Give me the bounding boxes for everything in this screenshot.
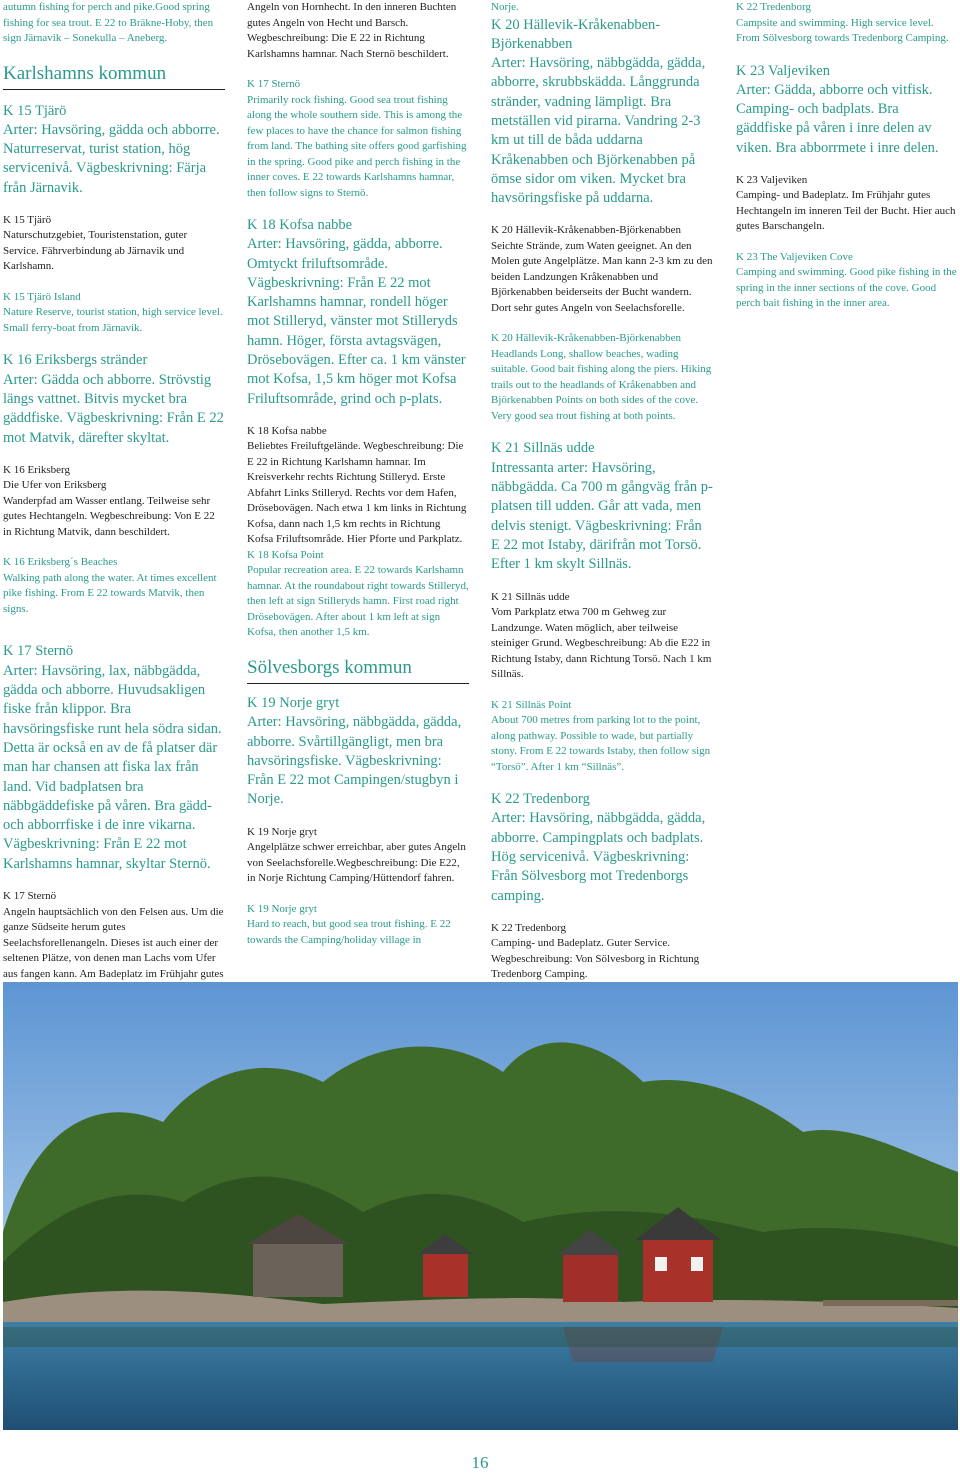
column-2 — [247, 0, 469, 948]
site-title-german: K 23 Valjeviken — [736, 173, 808, 186]
site-description-swedish: Arter: Havsöring, gädda och abborre. Naturreservat, turist station, hög servicenivå. Vägbeskrivning: Färja från Järnavik. — [3, 121, 220, 196]
municipality-heading: Karlshamns kommun — [3, 62, 225, 90]
site-title-swedish: K 17 Sternö — [3, 643, 74, 660]
site-description-swedish: Arter: Havsöring, näbbgädda, gädda, abborre, skrubbskädda. Långgrunda stränder, vadning lämpligt. Bra metställen vid pirarna. Vandring 2-3 km ut till de båda uddarna Kråkenabben och Björkenabben på ömse sidor om viken. Mycket bra havsöringsfiske på uddarna. — [491, 55, 706, 207]
continued-english-text: Norje. — [491, 1, 519, 13]
reflection-trees — [3, 1327, 958, 1347]
site-title-english: K 20 Hällevik-Kråkenabben-Björkenabben — [491, 332, 681, 345]
site-description-swedish: Arter: Gädda, abborre och vitfisk. Camping- och badplats. Bra gäddfiske på våren i inre delen av viken. Bra abborrmete i inre delen. — [736, 81, 939, 156]
site-title-german: K 15 Tjärö — [3, 213, 52, 226]
site-description-swedish: Arter: Havsöring, näbbgädda, gädda, abborre. Campingplats och badplats. Hög servicenivå. Vägbeskrivning: Från Sölvesborg mot Tredenborgs camping. — [491, 810, 706, 904]
site-title-english: K 17 Sternö — [247, 78, 301, 90]
landscape-illustration — [3, 982, 958, 1430]
continued-english-text: autumn fishing for perch and pike.Good spring fishing for sea trout. E 22 to Bräkne-Hoby, then sign Järnavik – Sonekulla – Aneberg. — [3, 1, 214, 44]
continued-german-text: Angeln von Hornhecht. In den inneren Buchten gutes Angeln von Hecht und Barsch. Wegbeschreibung: Die E 22 in Richtung Karlshamns hamnar. Nach Sternö beschildert. — [247, 1, 457, 60]
coastal-landscape-photo — [3, 982, 958, 1430]
site-description-english: Primarily rock fishing. Good sea trout fishing along the whole southern side. This is among the few places to have the chance for salmon fishing from land. The bathing site offers good garfishing in the spring. Good pike and perch fishing in the inner coves. E 22 towards Karlshamns hamnar, then follow signs to Sternö. — [247, 93, 467, 199]
site-title-swedish: K 18 Kofsa nabbe — [247, 217, 353, 233]
site-title-german: K 16 Eriksberg — [3, 463, 71, 476]
site-description-german: Wanderpfad am Wasser entlang. Teilweise sehr gutes Hechtangeln. Wegbeschreibung: Von E 22 in Richtung Matvik, dann beschildert. — [3, 494, 215, 538]
site-description-swedish: Arter: Gädda och abborre. Strövstig längs vattnet. Bitvis mycket bra gäddfiske. Vägbeskrivning: Från E 22 mot Matvik, därefter skyltat. — [3, 371, 224, 446]
site-title-german: K 21 Sillnäs udde — [491, 590, 570, 603]
site-description-swedish: Arter: Havsöring, lax, näbbgädda, gädda och abborre. Huvudsakligen fiske från klippor. Bra havsöringsfiske runt hela södra sidan. Detta är också en av de få platser där man har chansen att fiska lax från land. Vid badplatsen bra näbbgäddefiske på våren. Bra gädd- och abborrfiske i de inre vikarna. Vägbeskrivning: Från E 22 mot Karlshamns hamnar, skyltar Sternö. — [3, 662, 222, 872]
site-description-german: Naturschutzgebiet, Touristenstation, guter Service. Fährverbindung ab Järnavik und Karlshamn. — [3, 229, 188, 273]
site-description-english: Hard to reach, but good sea trout fishing. E 22 towards the Camping/holiday village in — [247, 918, 451, 946]
site-title-swedish: K 16 Eriksbergs stränder — [3, 352, 148, 369]
site-description-german: Vom Parkplatz etwa 700 m Gehweg zur Landzunge. Waten möglich, aber teilweise steiniger Grund. Wegbeschreibung: Ab die E22 in Richtung Istaby, dann Richtung Torsö. Nach 1 km Sillnäs. — [491, 606, 712, 681]
site-description-german: Seichte Strände, zum Waten geeignet. An den Molen gute Angelplätze. Man kann 2-3 km zu den beiden Landzungen Kråkenabben und Björkenabben beiderseits der Bucht wandern. Dort sehr gutes Angeln von Seelachsforelle. — [491, 239, 713, 314]
site-description-swedish: Arter: Havsöring, gädda, abborre. Omtyckt friluftsområde. Vägbeskrivning: Från E 22 mot Karlshamns hamnar, rondell höger mot Stilleryd, vänster mot Stilleryds hamn. Höger, första avtagsvägen, Drösebovägen. Efter ca. 1 km vänster mot Kofsa, 1,5 km höger mot Kofsa Friluftsområde, grind och p-plats. — [247, 236, 466, 407]
site-title-german: K 17 Sternö — [3, 890, 57, 903]
site-title-swedish: K 21 Sillnäs udde — [491, 440, 595, 457]
jetty — [823, 1300, 958, 1306]
site-title-german: K 18 Kofsa nabbe — [247, 424, 327, 437]
site-title-swedish: K 23 Valjeviken — [736, 62, 830, 79]
site-title-swedish: K 19 Norje gryt — [247, 694, 340, 711]
site-description-german: Angelplätze schwer erreichbar, aber gutes Angeln von Seelachsforelle.Wegbeschreibung: Die E22, in Norje Richtung Camping/Hüttendorf fahren. — [247, 841, 466, 885]
site-title-german: K 22 Tredenborg — [491, 921, 566, 934]
site-title-swedish: K 15 Tjärö — [3, 102, 67, 119]
site-description-english: Campsite and swimming. High service level. From Sölvesborg towards Tredenborg Camping. — [736, 16, 949, 44]
site-description-swedish: Arter: Havsöring, näbbgädda, gädda, abborre. Svårtillgängligt, men bra havsöringsfiske. Vägbeskrivning: Från E 22 mot Campingen/stugbyn i Norje. — [247, 714, 462, 808]
page-number: 16 — [471, 1453, 489, 1472]
site-description-german: Camping- und Badeplatz. Guter Service. Wegbeschreibung: Von Sölvesborg in Richtung Tredenborg Camping. — [491, 937, 700, 981]
site-title-swedish: K 20 Hällevik-Kråkenabben-Björkenabben — [491, 16, 661, 52]
site-title-english: K 16 Eriksberg´s Beaches — [3, 556, 118, 569]
site-subtitle-german: Die Ufer von Eriksberg — [3, 479, 107, 492]
site-title-german: K 20 Hällevik-Kråkenabben-Björkenabben — [491, 224, 681, 237]
municipality-heading: Sölvesborgs kommun — [247, 656, 469, 684]
column-3 — [491, 0, 713, 983]
site-title-swedish: K 22 Tredenborg — [491, 791, 590, 808]
column-1 — [3, 0, 225, 982]
site-description-english: About 700 metres from parking lot to the point, along pathway. Possible to wade, but partially stony. From E 22 towards Istaby, then follow sign “Torsö”. After 1 km “Sillnäs”. — [491, 714, 711, 773]
site-description-swedish: Intressanta arter: Havsöring, näbbgädda. Ca 700 m gångväg från p-platsen till udden. Går att vada, men delvis stenigt. Vägbeskrivning: Från E 22 mot Istaby, därifrån mot Torsö. Efter 1 km skylt Sillnäs. — [491, 459, 713, 573]
site-description-german: Camping- und Badeplatz. Im Frühjahr gutes Hechtangeln im inneren Teil der Bucht. Hier auch gutes Barschangeln. — [736, 189, 956, 233]
site-title-english: K 19 Norje gryt — [247, 902, 317, 915]
site-description-german: Beliebtes Freiluftgelände. Wegbeschreibung: Die E 22 in Richtung Karlshamn hamnar. Im Kreisverkehr rechts Richtung Stilleryd. Erste Abfahrt Links Stilleryd. Rechts vor dem Hafen, Drösebovägen. Nach etwa 1 km links in Richtung Kofsa, dann nach 1,5 km rechts in Richtung Kofsa Friluftsområde. Hier Pforte und Parkplatz. — [247, 440, 467, 546]
site-description-english: Walking path along the water. At times excellent pike fishing. From E 22 towards Matvik, then signs. — [3, 571, 217, 615]
site-description-english: Nature Reserve, tourist station, high service level. Small ferry-boat from Järnavik. — [3, 306, 223, 334]
site-title-english: K 18 Kofsa Point — [247, 548, 324, 561]
site-description-german: Angeln hauptsächlich von den Felsen aus. Um die ganze Südseite herum gutes Seelachsforellenangeln. Dieses ist auch einer der seltenen Plätze, von denen man Lachs vom Ufer aus fangen kann. Am Badeplatz im Frühjahr gutes — [3, 905, 224, 980]
site-description-english: Camping and swimming. Good pike fishing in the spring in the inner sections of the cove. Good perch bait fishing in the inner area. — [736, 266, 957, 310]
site-description-english: Popular recreation area. E 22 towards Karlshamn hamnar. At the roundabout right towards Stilleryd, then left at sign Stilleryds hamn. First road right Drösebovägen. After about 1 km left at sign Kofsa, then another 1,5 km. — [247, 564, 469, 639]
site-title-german: K 19 Norje gryt — [247, 825, 317, 838]
site-description-english: Headlands Long, shallow beaches, wading suitable. Good bait fishing along the piers. Hiking trails out to the headlands of Kråkenabben and Björkenabben Points on both sides of the cove. Very good sea trout fishing at both points. — [491, 347, 712, 422]
site-title-english: K 22 Tredenborg — [736, 1, 811, 13]
site-title-english: K 15 Tjärö Island — [3, 290, 81, 303]
site-title-english: K 23 The Valjeviken Cove — [736, 250, 853, 263]
site-title-english: K 21 Sillnäs Point — [491, 698, 572, 711]
column-4 — [736, 0, 958, 312]
